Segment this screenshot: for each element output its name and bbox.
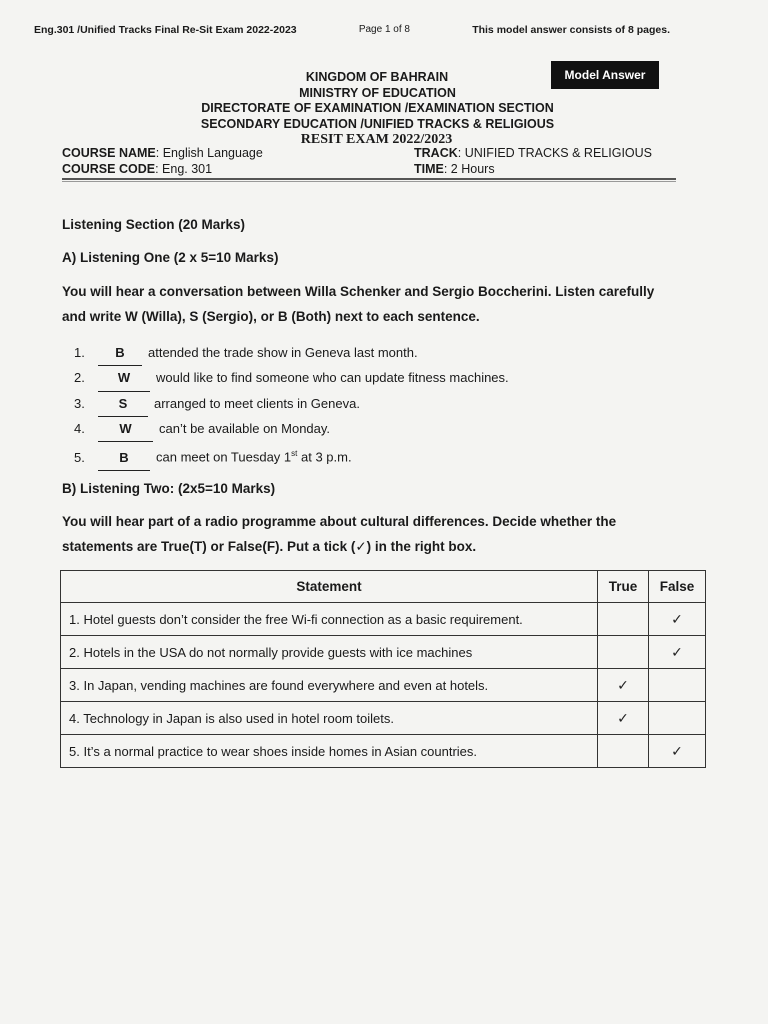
answer-blank: B: [98, 446, 150, 471]
list-item: 3. S arranged to meet clients in Geneva.: [74, 392, 509, 417]
true-cell: [598, 735, 649, 768]
part-b-title: B) Listening Two: (2x5=10 Marks): [62, 481, 276, 496]
true-cell: ✓: [598, 669, 649, 702]
course-name-label: COURSE NAME: [62, 146, 156, 160]
answer-blank: B: [98, 341, 142, 366]
true-cell: [598, 603, 649, 636]
true-false-table: [60, 570, 706, 768]
divider: [62, 178, 676, 180]
true-header: True: [598, 571, 649, 603]
answer-blank: W: [98, 366, 150, 391]
time-label: TIME: [414, 161, 444, 176]
answer-blank: S: [98, 392, 148, 417]
table-header-row: [61, 571, 706, 603]
model-answer-badge: Model Answer: [551, 61, 659, 89]
false-cell: ✓: [649, 603, 706, 636]
page-count-note: This model answer consists of 8 pages.: [472, 24, 670, 36]
part-a-list: [74, 341, 509, 471]
false-cell: [649, 702, 706, 735]
part-a-title: A) Listening One (2 x 5=10 Marks): [62, 250, 279, 265]
true-cell: ✓: [598, 702, 649, 735]
page-header: [34, 24, 670, 36]
time-value: : 2 Hours: [443, 161, 495, 176]
course-code-value: : Eng. 301: [155, 161, 213, 176]
listening-section-title: Listening Section (20 Marks): [62, 217, 246, 232]
list-item: 4. W can’t be available on Monday.: [74, 417, 509, 442]
statement-header: Statement: [61, 571, 598, 603]
track-label: TRACK: [414, 146, 458, 160]
course-info: [62, 146, 678, 177]
course-code-label: COURSE CODE: [62, 161, 156, 176]
part-a-instructions: You will hear a conversation between Willa Schenker and Sergio Boccherini. Listen carefully and write W (Willa), S (Sergio), or B (Both) next to each sentence.: [62, 284, 655, 324]
table-row: 3. In Japan, vending machines are found everywhere and even at hotels. ✓: [61, 669, 706, 702]
exam-code: Eng.301 /Unified Tracks Final Re-Sit Exam 2022-2023: [34, 24, 297, 36]
resit-title: RESIT EXAM 2022/2023: [300, 132, 453, 147]
false-cell: ✓: [649, 735, 706, 768]
answer-blank: W: [98, 417, 153, 442]
kingdom-title: KINGDOM OF BAHRAIN: [305, 70, 449, 84]
table-row: 4. Technology in Japan is also used in hotel room toilets. ✓: [61, 702, 706, 735]
course-name-value: : English Language: [155, 146, 263, 160]
true-cell: [598, 636, 649, 669]
secondary-title: SECONDARY EDUCATION /UNIFIED TRACKS & RELIGIOUS: [200, 116, 555, 131]
page-number: Page 1 of 8: [358, 24, 410, 35]
table-row: 2. Hotels in the USA do not normally provide guests with ice machines ✓: [61, 636, 706, 669]
table-row: 1. Hotel guests don’t consider the free Wi-fi connection as a basic requirement. ✓: [61, 603, 706, 636]
false-header: False: [649, 571, 706, 603]
list-item: 5. B can meet on Tuesday 1st at 3 p.m.: [74, 442, 509, 471]
track-value: : UNIFIED TRACKS & RELIGIOUS: [457, 146, 653, 160]
table-row: 5. It’s a normal practice to wear shoes inside homes in Asian countries. ✓: [61, 735, 706, 768]
false-cell: ✓: [649, 636, 706, 669]
document-titles: [0, 70, 768, 148]
list-item: 2. W would like to find someone who can update fitness machines.: [74, 366, 509, 391]
divider: [62, 181, 676, 182]
directorate-title: DIRECTORATE OF EXAMINATION /EXAMINATION SECTION: [201, 101, 554, 115]
false-cell: [649, 669, 706, 702]
list-item: 1. B attended the trade show in Geneva last month.: [74, 341, 509, 366]
ministry-title: MINISTRY OF EDUCATION: [299, 85, 456, 100]
part-b-instructions: You will hear part of a radio programme about cultural differences. Decide whether the statements are True(T) or False(F). Put a tick (✓) in the right box.: [62, 514, 617, 554]
